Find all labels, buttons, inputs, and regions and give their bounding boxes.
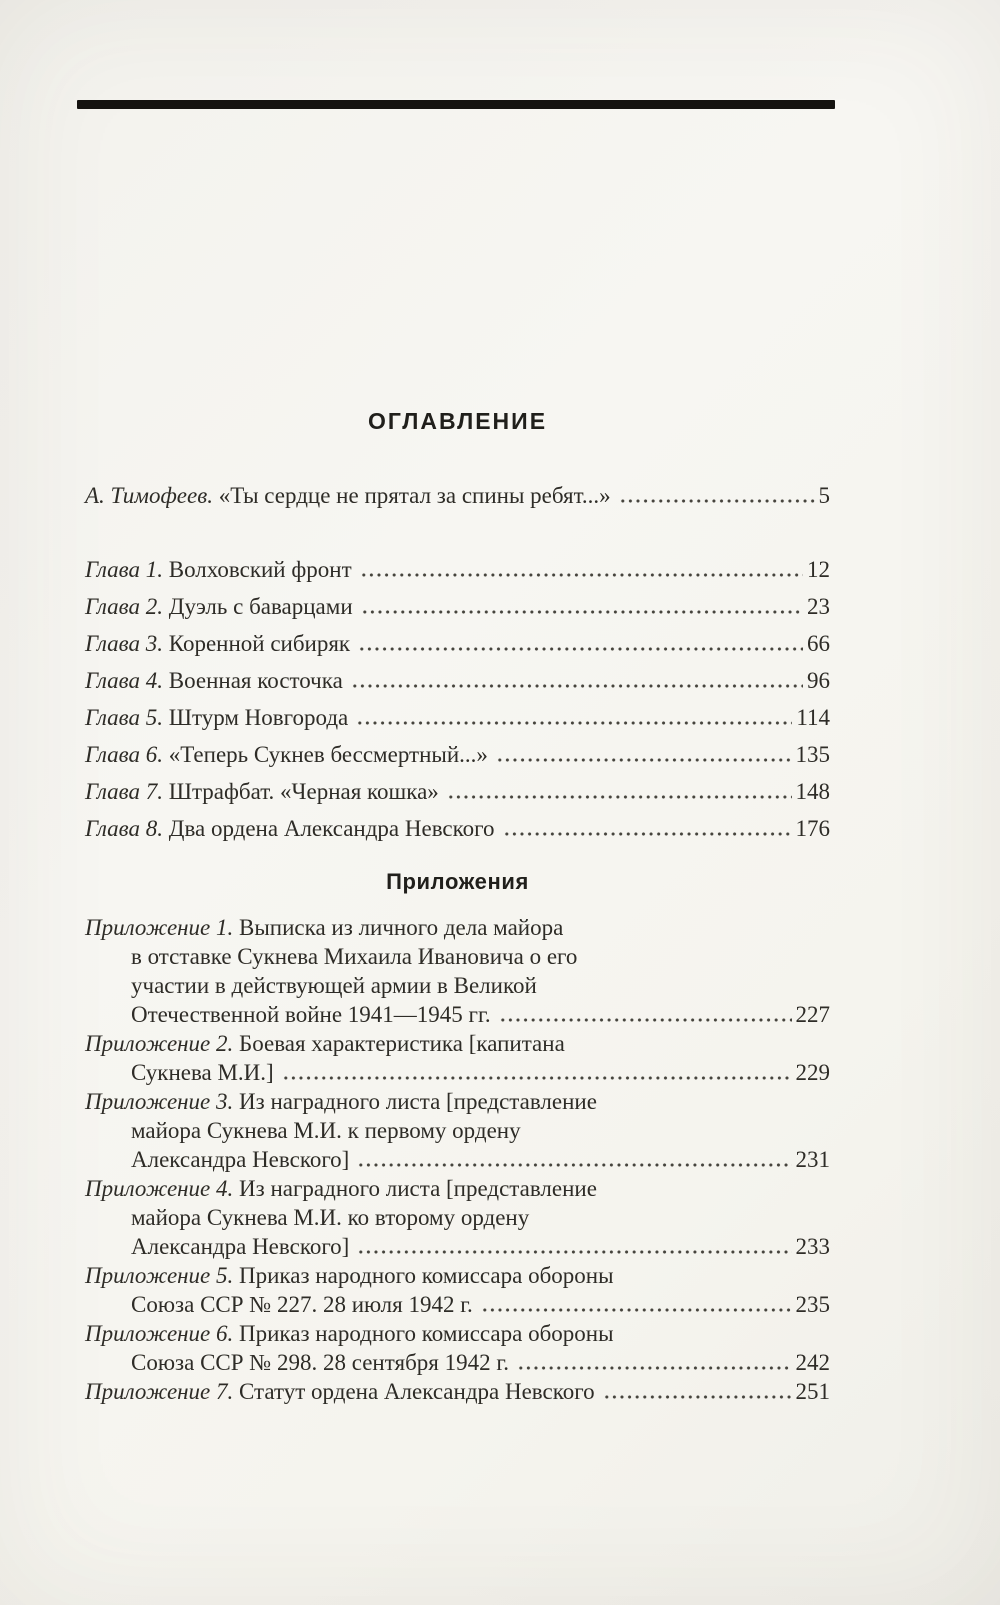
- entry-line: [85, 1261, 830, 1290]
- entry-title: «Ты сердце не прятал за спины ребят...»: [218, 483, 611, 508]
- dot-leader: [447, 777, 792, 806]
- entry-line: [85, 1348, 830, 1377]
- entry-text: [85, 703, 348, 732]
- page-number: 12: [807, 557, 830, 582]
- entry-title: Боевая характеристика [капитана: [239, 1031, 565, 1056]
- entry-label: Глава 4.: [85, 668, 163, 693]
- entry-text: Союза ССР № 298. 28 сентября 1942 г.: [131, 1350, 509, 1375]
- entry-title: Выписка из личного дела майора: [239, 915, 564, 940]
- entry-title: Волховский фронт: [168, 557, 352, 582]
- toc-entry-appendix: [85, 1319, 830, 1377]
- entry-text: [85, 592, 353, 621]
- entry-text: Отечественной войне 1941—1945 гг.: [131, 1002, 491, 1027]
- entry-label: Глава 7.: [85, 779, 163, 804]
- toc-entry-chapter: [85, 629, 830, 658]
- dot-leader: [496, 740, 792, 769]
- page-number: 242: [795, 1350, 830, 1375]
- entry-line: майора Сукнева М.И. к первому ордену: [131, 1118, 521, 1143]
- entry-title: Штрафбат. «Черная кошка»: [168, 779, 439, 804]
- page-number: 96: [807, 668, 830, 693]
- entry-title: Приказ народного комиссара обороны: [239, 1263, 614, 1288]
- section-heading: Приложения: [386, 869, 529, 894]
- page-number: 23: [807, 594, 830, 619]
- entry-text: Союза ССР № 227. 28 июля 1942 г.: [131, 1292, 473, 1317]
- entry-title: Коренной сибиряк: [168, 631, 351, 656]
- dot-leader: [358, 629, 803, 658]
- entry-label: Приложение 4.: [85, 1176, 234, 1201]
- entry-line: [85, 1058, 830, 1087]
- entry-text: [85, 740, 488, 769]
- toc-entry-appendix: [85, 1174, 830, 1261]
- dot-leader: [503, 814, 792, 843]
- dot-leader: [351, 666, 803, 695]
- entry-line: [85, 1174, 830, 1203]
- toc-entry-appendix: [85, 913, 830, 1029]
- entry-line: участии в действующей армии в Великой: [131, 973, 537, 998]
- entry-title: Два ордена Александра Невского: [168, 816, 495, 841]
- entry-line: [85, 1290, 830, 1319]
- page-number: 231: [795, 1147, 830, 1172]
- page-number: 251: [795, 1379, 830, 1404]
- entry-title: Дуэль с баварцами: [168, 594, 353, 619]
- entry-label: Приложение 1.: [85, 915, 234, 940]
- entry-title: Штурм Новгорода: [168, 705, 349, 730]
- entry-label: А. Тимофеев.: [85, 483, 213, 508]
- page-number: 227: [795, 1002, 830, 1027]
- toc-entry-chapter: [85, 703, 830, 732]
- page-number: 176: [795, 816, 830, 841]
- entry-label: Глава 6.: [85, 742, 163, 767]
- toc-content: [85, 0, 830, 1406]
- entry-text: [85, 629, 350, 658]
- entry-line: [85, 1319, 830, 1348]
- entry-line: [85, 1029, 830, 1058]
- entry-title: Приказ народного комиссара обороны: [239, 1321, 614, 1346]
- entry-text: Александра Невского]: [131, 1147, 350, 1172]
- entry-label: Глава 8.: [85, 816, 163, 841]
- entry-text: [85, 481, 611, 510]
- page-number: 135: [795, 742, 830, 767]
- entry-label: Глава 3.: [85, 631, 163, 656]
- entry-text: [85, 777, 439, 806]
- entry-line: [85, 1145, 830, 1174]
- appendix-list: [85, 913, 830, 1406]
- toc-entry-appendix: [85, 1029, 830, 1087]
- toc-entry-chapter: [85, 666, 830, 695]
- entry-line: [85, 1087, 830, 1116]
- entry-line: [85, 1377, 830, 1406]
- entry-line: в отставке Сукнева Михаила Ивановича о его: [131, 944, 578, 969]
- entry-line: [85, 913, 830, 942]
- chapter-list: [85, 555, 830, 843]
- dot-leader: [357, 1232, 791, 1261]
- toc-entry-appendix: [85, 1261, 830, 1319]
- page-number: 114: [796, 705, 830, 730]
- entry-title: Из наградного листа [представление: [239, 1176, 597, 1201]
- dot-leader: [360, 555, 803, 584]
- page-number: 235: [795, 1292, 830, 1317]
- toc-entry-chapter: [85, 555, 830, 584]
- dot-leader: [481, 1290, 792, 1319]
- entry-text: [85, 666, 343, 695]
- entry-text: [85, 555, 352, 584]
- entry-line: [85, 1232, 830, 1261]
- page-number: 5: [818, 483, 830, 508]
- dot-leader: [499, 1000, 792, 1029]
- dot-leader: [361, 592, 803, 621]
- entry-text: [85, 814, 495, 843]
- entry-text: Сукнева М.И.]: [131, 1060, 274, 1085]
- entry-title: Военная косточка: [168, 668, 343, 693]
- entry-label: Глава 2.: [85, 594, 163, 619]
- entry-label: Приложение 5.: [85, 1263, 234, 1288]
- toc-entry-appendix: [85, 1087, 830, 1174]
- toc-entry-appendix: [85, 1377, 830, 1406]
- entry-label: Приложение 6.: [85, 1321, 234, 1346]
- page-number: 229: [795, 1060, 830, 1085]
- entry-text: Александра Невского]: [131, 1234, 350, 1259]
- dot-leader: [603, 1377, 792, 1406]
- entry-label: Глава 5.: [85, 705, 163, 730]
- entry-line: майора Сукнева М.И. ко второму ордену: [131, 1205, 530, 1230]
- toc-entry-chapter: [85, 740, 830, 769]
- dot-leader: [517, 1348, 792, 1377]
- page-title: ОГЛАВЛЕНИЕ: [367, 408, 548, 434]
- dot-leader: [356, 703, 792, 732]
- dot-leader: [619, 481, 815, 510]
- entry-label: Глава 1.: [85, 557, 163, 582]
- toc-entry-intro: [85, 481, 830, 510]
- dot-leader: [357, 1145, 791, 1174]
- page-number: 233: [795, 1234, 830, 1259]
- toc-entry-chapter: [85, 592, 830, 621]
- entry-text: [85, 1377, 595, 1406]
- toc-entry-chapter: [85, 777, 830, 806]
- entry-label: Приложение 3.: [85, 1089, 234, 1114]
- page-number: 66: [807, 631, 830, 656]
- dot-leader: [282, 1058, 792, 1087]
- entry-title: «Теперь Сукнев бессмертный...»: [168, 742, 488, 767]
- entry-line: [85, 1000, 830, 1029]
- entry-label: Приложение 7.: [85, 1379, 234, 1404]
- entry-title: Статут ордена Александра Невского: [239, 1379, 595, 1404]
- entry-label: Приложение 2.: [85, 1031, 234, 1056]
- toc-entry-chapter: [85, 814, 830, 843]
- entry-title: Из наградного листа [представление: [239, 1089, 597, 1114]
- page-number: 148: [795, 779, 830, 804]
